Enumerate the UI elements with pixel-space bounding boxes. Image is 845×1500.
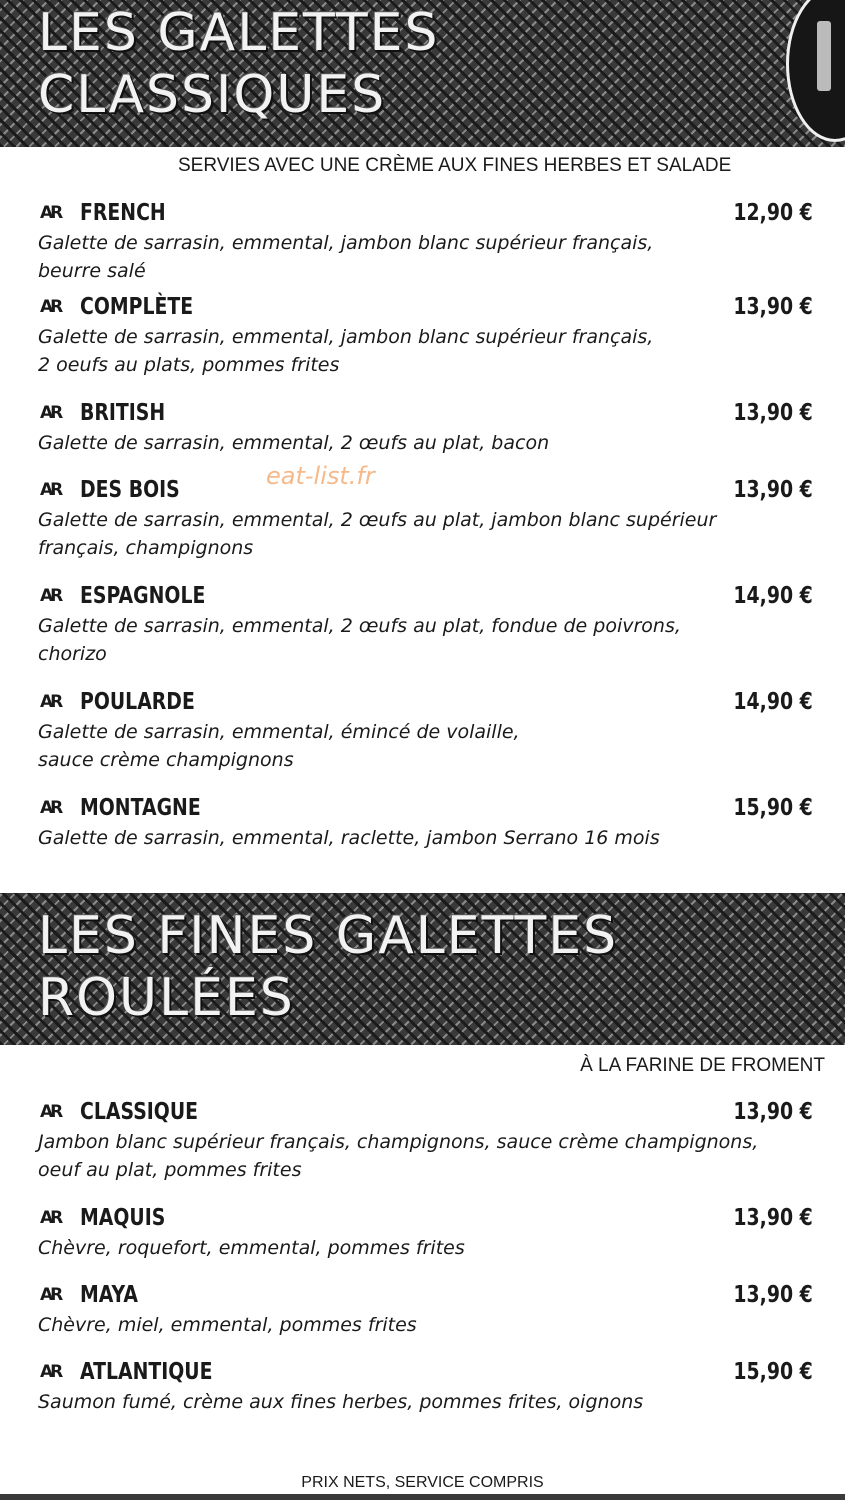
- watermark: eat-list.fr: [266, 462, 375, 490]
- section-title-line-2: CLASSIQUES: [38, 65, 387, 125]
- logo-tower-icon: [817, 21, 831, 91]
- item-mark-icon: AR: [40, 480, 61, 500]
- item-price: 12,90 €: [733, 200, 813, 226]
- item-price: 15,90 €: [733, 1359, 813, 1385]
- menu-item-des-bois: [38, 474, 813, 562]
- item-price: 13,90 €: [733, 294, 813, 320]
- item-description: Saumon fumé, crème aux fines herbes, pommes frites, oignons: [38, 1391, 644, 1413]
- item-price: 14,90 €: [733, 583, 813, 609]
- item-name: FRENCH: [80, 200, 166, 226]
- section-banner-galettes-classiques: [0, 0, 845, 147]
- item-name: POULARDE: [80, 689, 195, 715]
- menu-item-british: [38, 397, 813, 457]
- item-description: Galette de sarrasin, emmental, jambon blanc supérieur français, 2 oeufs au plats, pommes frites: [38, 326, 654, 376]
- item-mark-icon: AR: [40, 1285, 61, 1305]
- item-description: Chèvre, miel, emmental, pommes frites: [38, 1314, 417, 1336]
- item-mark-icon: AR: [40, 798, 61, 818]
- item-mark-icon: AR: [40, 1362, 61, 1382]
- item-mark-icon: AR: [40, 297, 61, 317]
- section-banner-fines-galettes-roulees: [0, 893, 845, 1045]
- item-name: COMPLÈTE: [80, 294, 194, 320]
- item-description: Jambon blanc supérieur français, champignons, sauce crème champignons, oeuf au plat, pommes frites: [38, 1131, 759, 1181]
- menu-item-atlantique: [38, 1356, 813, 1416]
- item-description: Galette de sarrasin, emmental, 2 œufs au plat, bacon: [38, 432, 550, 454]
- item-description: Galette de sarrasin, emmental, 2 œufs au plat, jambon blanc supérieur français, champignons: [38, 509, 717, 559]
- restaurant-logo: [786, 0, 845, 142]
- item-mark-icon: AR: [40, 403, 61, 423]
- section-title-line-2: ROULÉES: [38, 968, 295, 1028]
- item-name: CLASSIQUE: [80, 1099, 199, 1125]
- item-mark-icon: AR: [40, 1208, 61, 1228]
- item-name: BRITISH: [80, 400, 166, 426]
- section-title: [38, 905, 618, 1029]
- item-price: 13,90 €: [733, 1099, 813, 1125]
- item-price: 13,90 €: [733, 1282, 813, 1308]
- item-mark-icon: AR: [40, 586, 61, 606]
- section-title-line-1: LES GALETTES: [38, 3, 440, 63]
- menu-item-maya: [38, 1279, 813, 1339]
- item-description: Chèvre, roquefort, emmental, pommes frites: [38, 1237, 465, 1259]
- item-name: ESPAGNOLE: [80, 583, 206, 609]
- menu-item-classique: [38, 1096, 813, 1184]
- section-title: [38, 2, 440, 126]
- item-price: 15,90 €: [733, 795, 813, 821]
- menu-item-espagnole: [38, 580, 813, 668]
- item-description: Galette de sarrasin, emmental, jambon blanc supérieur français, beurre salé: [38, 232, 654, 282]
- section-subtitle: SERVIES AVEC UNE CRÈME AUX FINES HERBES ET SALADE: [178, 155, 732, 176]
- item-price: 13,90 €: [733, 477, 813, 503]
- item-description: Galette de sarrasin, emmental, 2 œufs au plat, fondue de poivrons, chorizo: [38, 615, 681, 665]
- menu-item-french: [38, 197, 813, 285]
- menu-item-montagne: [38, 792, 813, 852]
- item-mark-icon: AR: [40, 692, 61, 712]
- item-description: Galette de sarrasin, emmental, émincé de volaille, sauce crème champignons: [38, 721, 520, 771]
- item-name: DES BOIS: [80, 477, 180, 503]
- menu-item-complete: [38, 291, 813, 379]
- section-title-line-1: LES FINES GALETTES: [38, 906, 619, 966]
- item-name: ATLANTIQUE: [80, 1359, 213, 1385]
- item-name: MONTAGNE: [80, 795, 201, 821]
- item-price: 13,90 €: [733, 400, 813, 426]
- menu-item-maquis: [38, 1202, 813, 1262]
- item-price: 13,90 €: [733, 1205, 813, 1231]
- menu-item-poularde: [38, 686, 813, 774]
- item-name: MAQUIS: [80, 1205, 166, 1231]
- section-subtitle: À LA FARINE DE FROMENT: [580, 1055, 825, 1076]
- bottom-pattern-strip: [0, 1494, 845, 1500]
- item-price: 14,90 €: [733, 689, 813, 715]
- item-mark-icon: AR: [40, 203, 61, 223]
- item-name: MAYA: [80, 1282, 139, 1308]
- footer-note: PRIX NETS, SERVICE COMPRIS: [301, 1474, 544, 1491]
- item-description: Galette de sarrasin, emmental, raclette, jambon Serrano 16 mois: [38, 827, 660, 849]
- item-mark-icon: AR: [40, 1102, 61, 1122]
